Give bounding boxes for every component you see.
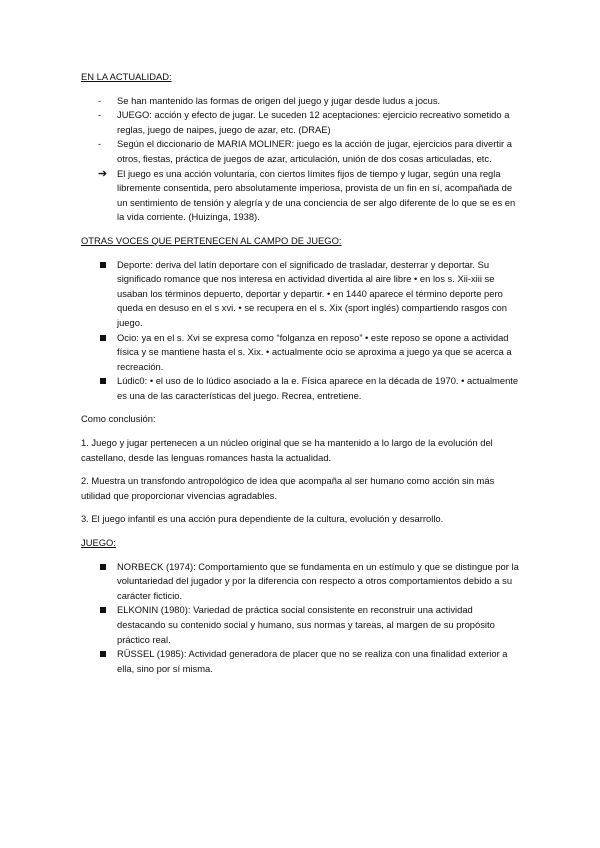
section-heading-juego: JUEGO: (81, 537, 116, 549)
list-item-text: Según el diccionario de MARIA MOLINER: juego es la acción de jugar, ejercicios para divertir a otros, fiestas, práctica de juegos de azar, articulación, unión de dos cosas articuladas, etc. (117, 138, 512, 164)
list-item (81, 331, 521, 375)
list-item-text: Ocio: ya en el s. Xvi se expresa como “folganza en reposo” • este reposo se opone a actividad física y se mantiene hasta el s. Xix. • actualmente ocio se aproxima a juego ya que se acerca a recreación. (117, 331, 512, 372)
square-bullet-icon (100, 378, 106, 384)
list-item-text: Deporte: deriva del latín deportare con el significado de trasladar, desterrar y deportar. Su significado romance que nos interesa en actividad divertida al aire libre • en los s. Xii-xiii se usaban los términos depuerto, deportar y departir. • en 1440 aparece el término deporte pero queda en desuso en el s xvi. • se recupera en el s. Xix (sport inglés) compartiendo rasgos con juego. (117, 258, 507, 328)
juego-list (81, 560, 521, 677)
dash-marker: - (98, 109, 102, 121)
section-heading-actualidad: EN LA ACTUALIDAD: (81, 71, 172, 82)
list-item-text: Se han mantenido las formas de origen del juego y jugar desde ludus a jocus. (117, 94, 441, 106)
conclusion-point: 3. El juego infantil es una acción pura dependiente de la cultura, evolución y desarrollo. (81, 513, 444, 525)
list-item-text: El juego es una acción voluntaria, con ciertos límites fijos de tiempo y lugar, según una regla libremente consentida, pero absolutamente imperiosa, provista de un fin en sí, acompañada de un sentimiento de tensión y alegría y de una conciencia de ser algo diferente de lo que se es en la vida corriente. (Huizinga, 1938). (117, 167, 516, 223)
list-item (81, 258, 521, 331)
square-bullet-icon (100, 564, 106, 570)
actualidad-list (81, 94, 521, 225)
list-item (81, 108, 521, 137)
square-bullet-icon (100, 607, 106, 613)
list-item-text: Lúdic0: • el uso de lo lúdico asociado a la e. Física aparece en la década de 1970. • actualmente es una de las características del juego. Recrea, entretiene. (117, 375, 519, 401)
list-item-text: RÜSSEL (1985): Actividad generadora de placer que no se realiza con una finalidad exterior a ella, sino por sí misma. (117, 648, 508, 674)
conclusion-label: Como conclusión: (81, 413, 156, 425)
square-bullet-icon (100, 335, 106, 341)
square-bullet-icon (100, 262, 106, 268)
square-bullet-icon (100, 651, 106, 657)
list-item (81, 603, 521, 647)
list-item (81, 374, 521, 403)
list-item (81, 167, 521, 225)
document-body (81, 70, 521, 676)
list-item-text: NORBECK (1974): Comportamiento que se fundamenta en un estímulo y que se distingue por la voluntariedad del jugador y por la diferencia con respecto a otros comportamientos debido a su carácter ficticio. (117, 560, 519, 601)
list-item (81, 94, 521, 109)
list-item-text: JUEGO: acción y efecto de jugar. Le suceden 12 aceptaciones: ejercicio recreativo sometido a reglas, juego de naipes, juego de azar, etc. (DRAE) (117, 109, 510, 135)
dash-marker: - (98, 94, 102, 106)
list-item-text: ELKONIN (1980): Variedad de práctica social consistente en reconstruir una actividad destacando su contenido social y humano, sus normas y tareas, al margen de su propósito práctico real. (117, 604, 495, 645)
conclusion-point: 1. Juego y jugar pertenecen a un núcleo original que se ha mantenido a lo largo de la evolución del castellano, desde las lenguas romances hasta la actualidad. (81, 437, 493, 463)
dash-marker: - (98, 138, 102, 150)
list-item (81, 647, 521, 676)
conclusion-point: 2. Muestra un transfondo antropológico de idea que acompaña al ser humano como acción sin más utilidad que proporcionar vivencias agradables. (81, 475, 495, 501)
list-item (81, 137, 521, 166)
list-item (81, 560, 521, 604)
arrow-right-icon: ➔ (98, 167, 108, 180)
section-heading-otras-voces: OTRAS VOCES QUE PERTENECEN AL CAMPO DE JUEGO: (81, 234, 342, 246)
otras-voces-list (81, 258, 521, 404)
